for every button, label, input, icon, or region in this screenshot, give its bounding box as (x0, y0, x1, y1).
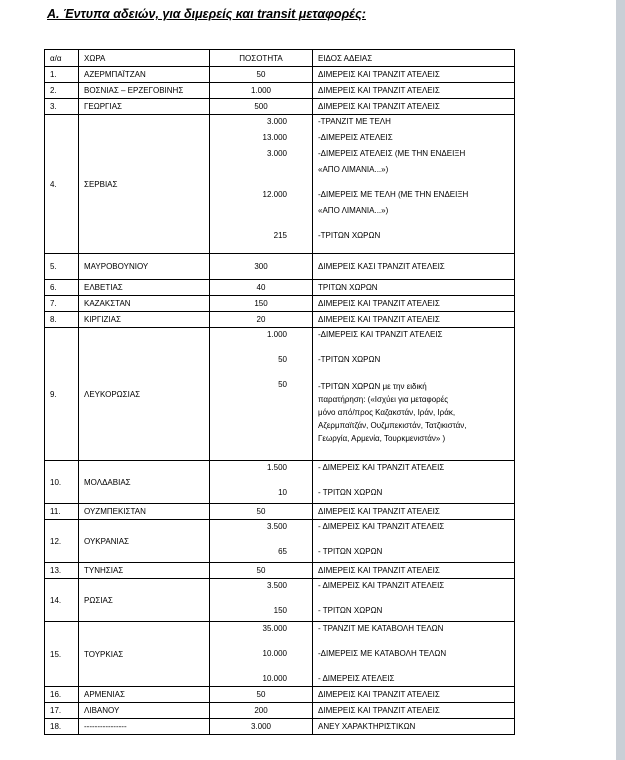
permit-type-lines (318, 115, 509, 252)
row-index: 16. (45, 687, 79, 703)
row-index: 14. (45, 579, 79, 622)
row-permit-type (313, 579, 515, 622)
permits-table (44, 49, 515, 735)
permit-type-line: -ΤΡΑΝΖΙΤ ΜΕ ΤΕΛΗ (318, 117, 391, 126)
permit-type-line: -ΔΙΜΕΡΕΙΣ ΜΕ ΤΕΛΗ (ΜΕ ΤΗΝ ΕΝΔΕΙΞΗ (318, 190, 469, 199)
quantity-line: 10.000 (262, 674, 287, 683)
row-country: ΕΛΒΕΤΙΑΣ (79, 280, 210, 296)
row-permit-type (313, 520, 515, 563)
row-permit-type (313, 115, 515, 254)
row-index: 11. (45, 504, 79, 520)
permit-type-line: - ΔΙΜΕΡΕΙΣ ΚΑΙ ΤΡΑΝΖΙΤ ΑΤΕΛΕΙΣ (318, 522, 445, 531)
quantity-lines (215, 622, 307, 685)
row-quantity (210, 328, 313, 461)
permit-type-line: -ΔΙΜΕΡΕΙΣ ΑΤΕΛΕΙΣ (318, 133, 393, 142)
quantity-line: 35.000 (262, 624, 287, 633)
row-quantity: 50 (210, 504, 313, 520)
row-country: ΚΙΡΓΙΖΙΑΣ (79, 312, 210, 328)
row-permit-type (313, 622, 515, 687)
row-index: 8. (45, 312, 79, 328)
row-index: 4. (45, 115, 79, 254)
table-row (45, 296, 515, 312)
header-permit-type: ΕΙΔΟΣ ΑΔΕΙΑΣ (313, 50, 515, 67)
quantity-line: 3.500 (266, 581, 287, 590)
row-permit-type: ΔΙΜΕΡΕΙΣ ΚΑΙ ΤΡΑΝΖΙΤ ΑΤΕΛΕΙΣ (313, 83, 515, 99)
permit-type-line: Αζερμπαϊτζάν, Ουζμπεκιστάν, Τατζικιστάν, (318, 421, 467, 430)
header-quantity: ΠΟΣΟΤΗΤΑ (210, 50, 313, 67)
row-permit-type: ΔΙΜΕΡΕΙΣ ΚΑΙ ΤΡΑΝΖΙΤ ΑΤΕΛΕΙΣ (313, 67, 515, 83)
quantity-line: 10 (278, 488, 287, 497)
row-quantity: 150 (210, 296, 313, 312)
permit-type-line: -ΔΙΜΕΡΕΙΣ ΜΕ ΚΑΤΑΒΟΛΗ ΤΕΛΩΝ (318, 649, 447, 658)
permit-type-line: -ΤΡΙΤΩΝ ΧΩΡΩΝ (318, 231, 381, 240)
row-permit-type: ΔΙΜΕΡΕΙΣ ΚΑΣΙ ΤΡΑΝΖΙΤ ΑΤΕΛΕΙΣ (313, 254, 515, 280)
quantity-line: 50 (278, 355, 287, 364)
table-row (45, 280, 515, 296)
permit-type-line: -ΔΙΜΕΡΕΙΣ ΑΤΕΛΕΙΣ (ΜΕ ΤΗΝ ΕΝΔΕΙΞΗ (318, 149, 466, 158)
table-row (45, 719, 515, 735)
row-country: ΟΥΖΜΠΕΚΙΣΤΑΝ (79, 504, 210, 520)
quantity-line: 13.000 (262, 133, 287, 142)
quantity-lines (215, 520, 307, 561)
row-quantity (210, 622, 313, 687)
quantity-line: 1.500 (266, 463, 287, 472)
row-country: ΑΖΕΡΜΠΑΪΤΖΑΝ (79, 67, 210, 83)
row-quantity (210, 520, 313, 563)
row-index: 12. (45, 520, 79, 563)
table-row (45, 99, 515, 115)
quantity-line: 10.000 (262, 649, 287, 658)
table-row (45, 254, 515, 280)
quantity-line: 3.000 (266, 149, 287, 158)
row-permit-type: ΤΡΙΤΩΝ ΧΩΡΩΝ (313, 280, 515, 296)
quantity-line: 150 (273, 606, 287, 615)
table-row (45, 115, 515, 254)
table-row (45, 520, 515, 563)
table-row (45, 687, 515, 703)
header-index: α/α (45, 50, 79, 67)
table-row (45, 83, 515, 99)
table-row (45, 504, 515, 520)
permit-type-lines (318, 461, 509, 502)
row-quantity: 500 (210, 99, 313, 115)
row-quantity: 50 (210, 687, 313, 703)
row-index: 15. (45, 622, 79, 687)
row-permit-type (313, 328, 515, 461)
table-header-row (45, 50, 515, 67)
row-permit-type: ΔΙΜΕΡΕΙΣ ΚΑΙ ΤΡΑΝΖΙΤ ΑΤΕΛΕΙΣ (313, 687, 515, 703)
row-country: ΡΩΣΙΑΣ (79, 579, 210, 622)
permit-type-lines (318, 328, 509, 459)
row-quantity: 50 (210, 563, 313, 579)
table-row (45, 312, 515, 328)
row-permit-type: ΔΙΜΕΡΕΙΣ ΚΑΙ ΤΡΑΝΖΙΤ ΑΤΕΛΕΙΣ (313, 504, 515, 520)
section-heading: Α. Έντυπα αδειών, για διμερείς και transit μεταφορές: (47, 7, 366, 21)
row-permit-type: ΔΙΜΕΡΕΙΣ ΚΑΙ ΤΡΑΝΖΙΤ ΑΤΕΛΕΙΣ (313, 296, 515, 312)
row-country: ΓΕΩΡΓΙΑΣ (79, 99, 210, 115)
row-country: ΤΥΝΗΣΙΑΣ (79, 563, 210, 579)
permit-type-line: Γεωργία, Αρμενία, Τουρκμενιστάν» ) (318, 434, 446, 443)
permit-type-line: - ΤΡΑΝΖΙΤ ΜΕ ΚΑΤΑΒΟΛΗ ΤΕΛΩΝ (318, 624, 444, 633)
row-permit-type: ΔΙΜΕΡΕΙΣ ΚΑΙ ΤΡΑΝΖΙΤ ΑΤΕΛΕΙΣ (313, 312, 515, 328)
permit-type-line: - ΤΡΙΤΩΝ ΧΩΡΩΝ (318, 488, 383, 497)
quantity-line: 215 (273, 231, 287, 240)
row-index: 6. (45, 280, 79, 296)
row-country: ΚΑΖΑΚΣΤΑΝ (79, 296, 210, 312)
row-index: 10. (45, 461, 79, 504)
permit-type-line: - ΔΙΜΕΡΕΙΣ ΚΑΙ ΤΡΑΝΖΙΤ ΑΤΕΛΕΙΣ (318, 581, 445, 590)
quantity-line: 12.000 (262, 190, 287, 199)
row-country: ΣΕΡΒΙΑΣ (79, 115, 210, 254)
quantity-lines (215, 579, 307, 620)
quantity-lines (215, 461, 307, 502)
row-quantity: 3.000 (210, 719, 313, 735)
row-quantity: 20 (210, 312, 313, 328)
table-row (45, 579, 515, 622)
window-scroll-gutter (616, 0, 625, 760)
permit-type-line: - ΤΡΙΤΩΝ ΧΩΡΩΝ (318, 606, 383, 615)
row-quantity: 200 (210, 703, 313, 719)
permit-type-lines (318, 579, 509, 620)
row-quantity: 40 (210, 280, 313, 296)
row-index: 3. (45, 99, 79, 115)
quantity-lines (215, 328, 307, 459)
row-index: 9. (45, 328, 79, 461)
header-country: ΧΩΡΑ (79, 50, 210, 67)
row-quantity: 50 (210, 67, 313, 83)
permit-type-lines (318, 622, 509, 685)
permit-type-line: μόνο από/προς Καζακστάν, Ιράν, Ιράκ, (318, 408, 456, 417)
row-index: 18. (45, 719, 79, 735)
quantity-line: 50 (278, 380, 287, 389)
row-country: ΒΟΣΝΙΑΣ – ΕΡΖΕΓΟΒΙΝΗΣ (79, 83, 210, 99)
permit-type-line: - ΔΙΜΕΡΕΙΣ ΑΤΕΛΕΙΣ (318, 674, 395, 683)
permit-type-lines (318, 520, 509, 561)
row-country: ---------------- (79, 719, 210, 735)
row-quantity (210, 461, 313, 504)
permit-type-line: «ΑΠΟ ΛΙΜΑΝΙΑ...») (318, 165, 389, 174)
row-index: 2. (45, 83, 79, 99)
row-index: 7. (45, 296, 79, 312)
quantity-line: 1.000 (266, 330, 287, 339)
table-row (45, 328, 515, 461)
row-index: 5. (45, 254, 79, 280)
row-quantity (210, 115, 313, 254)
quantity-line: 65 (278, 547, 287, 556)
quantity-lines (215, 115, 307, 252)
row-permit-type: ΔΙΜΕΡΕΙΣ ΚΑΙ ΤΡΑΝΖΙΤ ΑΤΕΛΕΙΣ (313, 99, 515, 115)
row-index: 1. (45, 67, 79, 83)
quantity-line: 3.000 (266, 117, 287, 126)
table-row (45, 461, 515, 504)
permit-type-line: - ΔΙΜΕΡΕΙΣ ΚΑΙ ΤΡΑΝΖΙΤ ΑΤΕΛΕΙΣ (318, 463, 445, 472)
table-row (45, 563, 515, 579)
row-country: ΛΙΒΑΝΟΥ (79, 703, 210, 719)
table-row (45, 67, 515, 83)
quantity-line: 3.500 (266, 522, 287, 531)
row-index: 13. (45, 563, 79, 579)
row-permit-type (313, 461, 515, 504)
table-row (45, 703, 515, 719)
permit-type-line: - ΤΡΙΤΩΝ ΧΩΡΩΝ (318, 547, 383, 556)
permit-type-line: -ΔΙΜΕΡΕΙΣ ΚΑΙ ΤΡΑΝΖΙΤ ΑΤΕΛΕΙΣ (318, 330, 443, 339)
row-permit-type: ΔΙΜΕΡΕΙΣ ΚΑΙ ΤΡΑΝΖΙΤ ΑΤΕΛΕΙΣ (313, 703, 515, 719)
permit-type-line: -ΤΡΙΤΩΝ ΧΩΡΩΝ με την ειδική (318, 382, 427, 391)
row-country: ΤΟΥΡΚΙΑΣ (79, 622, 210, 687)
row-country: ΛΕΥΚΟΡΩΣΙΑΣ (79, 328, 210, 461)
row-country: ΜΟΛΔΑΒΙΑΣ (79, 461, 210, 504)
permit-type-line: -ΤΡΙΤΩΝ ΧΩΡΩΝ (318, 355, 381, 364)
row-quantity: 1.000 (210, 83, 313, 99)
row-country: ΑΡΜΕΝΙΑΣ (79, 687, 210, 703)
row-country: ΟΥΚΡΑΝΙΑΣ (79, 520, 210, 563)
row-permit-type: ΑΝΕΥ ΧΑΡΑΚΤΗΡΙΣΤΙΚΩΝ (313, 719, 515, 735)
table-row (45, 622, 515, 687)
permit-type-line: παρατήρηση: («Ισχύει για μεταφορές (318, 395, 449, 404)
row-quantity (210, 579, 313, 622)
row-permit-type: ΔΙΜΕΡΕΙΣ ΚΑΙ ΤΡΑΝΖΙΤ ΑΤΕΛΕΙΣ (313, 563, 515, 579)
row-quantity: 300 (210, 254, 313, 280)
row-country: ΜΑΥΡΟΒΟΥΝΙΟΥ (79, 254, 210, 280)
permit-type-line: «ΑΠΟ ΛΙΜΑΝΙΑ...») (318, 206, 389, 215)
row-index: 17. (45, 703, 79, 719)
